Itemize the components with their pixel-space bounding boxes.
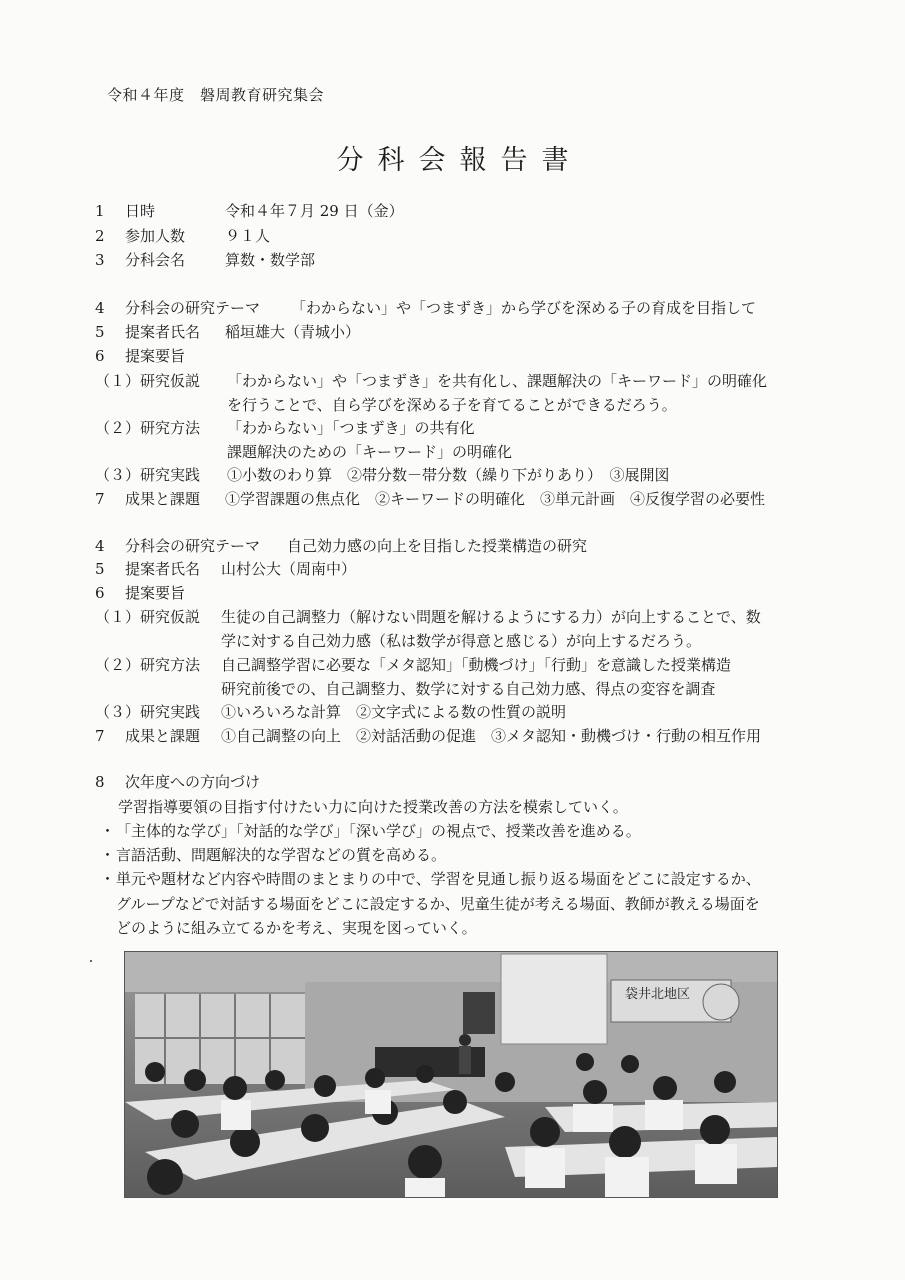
item-value: 「わからない」や「つまずき」から学びを深める子の育成を目指して (291, 299, 757, 317)
item-number: 6 (95, 347, 105, 365)
page-title: 分科会報告書 (336, 145, 583, 176)
item-label: 成果と課題 (125, 727, 201, 745)
item-number: 4 (95, 299, 105, 317)
item-label: 提案要旨 (125, 347, 186, 365)
sub-text: ①いろいろな計算 ②文字式による数の性質の説明 (221, 703, 567, 721)
report1-method-cont: 課題解決のための「キーワード」の明確化 (227, 443, 513, 461)
item-value: ①自己調整の向上 ②対話活動の促進 ③メタ認知・動機づけ・行動の相互作用 (221, 727, 762, 745)
item-number: 8 (95, 773, 105, 791)
bullet-mark: ・ (100, 870, 116, 888)
item-value: 算数・数学部 (225, 251, 316, 269)
item-label: 分科会の研究テーマ (125, 537, 261, 555)
bullet-mark: ・ (100, 846, 116, 864)
sub-label: （２）研究方法 (95, 656, 201, 674)
item-label: 成果と課題 (125, 490, 201, 508)
list-item-cont: グループなどで対話する場面をどこに設定するか、児童生徒が考える場面、教師が教える場面を (116, 895, 760, 913)
item-label: 日時 (125, 202, 156, 220)
item-number: 2 (95, 227, 105, 245)
sub-label: （１）研究仮説 (95, 372, 201, 390)
list-item-text: 「主体的な学び」「対話的な学び」「深い学び」の視点で、授業改善を進める。 (116, 822, 641, 840)
item-label: 参加人数 (125, 227, 186, 245)
sub-text: 自己調整学習に必要な「メタ認知」「動機づけ」「行動」を意識した授業構造 (221, 656, 732, 674)
list-item-text: 単元や題材など内容や時間のまとまりの中で、学習を見通し振り返る場面をどこに設定するか、 (116, 870, 761, 888)
list-item-text: 言語活動、問題解決的な学習などの質を高める。 (116, 846, 447, 864)
item-number: 6 (95, 584, 105, 602)
sub-text: 「わからない」「つまずき」の共有化 (227, 419, 475, 437)
item-label: 分科会の研究テーマ (125, 299, 261, 317)
next-year-intro: 学習指導要領の目指す付けたい力に向けた授業改善の方法を模索していく。 (118, 798, 628, 816)
bullet-mark: ・ (100, 822, 116, 840)
item-value: 稲垣雄大（青城小） (225, 323, 361, 341)
item-value: 自己効力感の向上を目指した授業構造の研究 (287, 537, 588, 555)
item-number: 7 (95, 490, 105, 508)
list-item-cont: どのように組み立てるかを考え、実現を図っていく。 (116, 919, 477, 937)
sub-label: （１）研究仮説 (95, 608, 201, 626)
item-number: 4 (95, 537, 105, 555)
sub-text: ①小数のわり算 ②帯分数－帯分数（繰り下がりあり） ③展開図 (227, 466, 670, 484)
banner-text: 袋井北地区 (625, 987, 691, 1002)
report1-hypothesis-cont: を行うことで、自ら学びを深める子を育てることができるだろう。 (227, 396, 677, 414)
report2-method-cont: 研究前後での、自己調整力、数学に対する自己効力感、得点の変容を調査 (221, 680, 716, 698)
item-label: 分科会名 (125, 251, 186, 269)
item-number: 7 (95, 727, 105, 745)
item-value: 山村公大（周南中） (221, 560, 357, 578)
item-value: ９１人 (225, 227, 271, 245)
sub-text: 生徒の自己調整力（解けない問題を解けるようにする力）が向上することで、数 (221, 608, 761, 626)
item-label: 提案要旨 (125, 584, 186, 602)
meeting-photo (124, 951, 778, 1198)
scan-speck (90, 960, 92, 962)
sub-label: （３）研究実践 (95, 466, 201, 484)
document-header: 令和４年度 磐周教育研究集会 (107, 86, 325, 104)
sub-text: 「わからない」や「つまずき」を共有化し、課題解決の「キーワード」の明確化 (227, 372, 768, 390)
item-value: ①学習課題の焦点化 ②キーワードの明確化 ③単元計画 ④反復学習の必要性 (225, 490, 766, 508)
meeting-photo-illustration (125, 952, 777, 1197)
item-value: 令和４年７月 29 日（金） (225, 202, 404, 220)
item-label: 次年度への方向づけ (125, 773, 261, 791)
item-label: 提案者氏名 (125, 323, 201, 341)
item-label: 提案者氏名 (125, 560, 201, 578)
report2-hypothesis-cont: 学に対する自己効力感（私は数学が得意と感じる）が向上するだろう。 (221, 632, 702, 650)
sub-label: （２）研究方法 (95, 419, 201, 437)
item-number: 5 (95, 323, 105, 341)
item-number: 5 (95, 560, 105, 578)
sub-label: （３）研究実践 (95, 703, 201, 721)
item-number: 1 (95, 202, 105, 220)
item-number: 3 (95, 251, 105, 269)
